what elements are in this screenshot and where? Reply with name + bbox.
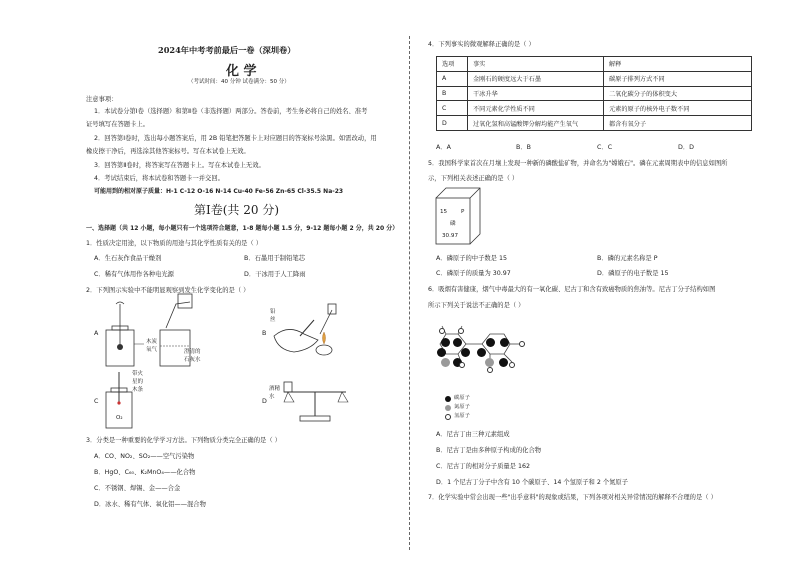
nitrogen-atom — [485, 358, 494, 367]
table-cell: 都含有氧分子 — [604, 116, 752, 131]
table-cell: 元素的原子的核外电子数不同 — [604, 101, 752, 116]
q2-charcoal-label: 木炭 — [146, 339, 158, 345]
carbon-atom — [486, 338, 495, 347]
carbon-atom — [499, 358, 508, 367]
table-header-row — [437, 57, 752, 72]
q6-option-a: A．尼古丁由三种元素组成 — [436, 431, 510, 438]
exam-meta: （考试时间：40 分钟 试卷满分：50 分） — [188, 79, 290, 85]
element-number: 15 — [440, 209, 448, 215]
q2-oxygen-label: 氧气 — [146, 347, 158, 353]
q1-stem: 1．性质决定用途，以下物质的用途与其化学性质有关的是（ ） — [86, 240, 263, 247]
q6-option-b: B．尼古丁是由多种原子构成的化合物 — [436, 447, 542, 454]
table-header-cell: 选项 — [437, 57, 468, 72]
q6-option-d: D．1 个尼古丁分子中含有 10 个碳原子、14 个氢原子和 2 个氮原子 — [436, 479, 629, 486]
hydrogen-atom — [509, 362, 515, 368]
q2-label-d: D — [262, 398, 267, 405]
q4-choice-d: D．D — [678, 144, 694, 151]
q6-stem: 6．吸烟有害健康，烟气中毒最大的有一氧化碳、尼古丁和含有致癌物质的焦油等。尼古丁分子结构如图 — [428, 286, 716, 293]
q2-o2-label: O₂ — [116, 415, 123, 421]
element-mass: 30.97 — [442, 233, 459, 239]
q3-option-c: C．不锈钢、焊锡、金——合金 — [94, 485, 181, 492]
section-title: 第Ⅰ卷(共 20 分) — [194, 203, 280, 217]
q6-stem: 所示下列关于说法不正确的是（ ） — [428, 302, 525, 309]
carbon-atom — [453, 338, 462, 347]
note-line: 4．考试结束后，将本试卷和答题卡一并交回。 — [94, 175, 224, 182]
q1-option-b: B．石墨用于制铅笔芯 — [244, 255, 305, 262]
column-divider — [409, 36, 410, 550]
q4-choice-a: A．A — [436, 144, 451, 151]
atomic-masses: 可能用到的相对原子质量：H-1 C-12 O-16 N-14 Cu-40 Fe-56 Zn-65 Cl-35.5 Na-23 — [94, 188, 344, 195]
table-cell: 碳原子排列方式不同 — [604, 71, 752, 86]
nitrogen-legend-icon — [445, 405, 451, 411]
legend-hydrogen: 氢原子 — [454, 413, 470, 419]
q7-stem: 7．化学实验中常会出现一些"出乎意料"的现象或结果，下列各项对相关异常情况的解释不合理的是（ ） — [428, 494, 717, 501]
note-line: 橡皮擦干净后，再选涂其他答案标号。写在本试卷上无效。 — [86, 148, 250, 155]
table-cell: 二氧化碳分子的体积变大 — [604, 86, 752, 101]
q4-facts-table — [436, 56, 752, 131]
table-row — [437, 86, 752, 101]
table-cell: A — [437, 71, 468, 86]
hydrogen-atom — [519, 341, 525, 347]
q2-figure-b — [270, 300, 350, 360]
exam-title: 2024年中考考前最后一卷（深圳卷） — [158, 45, 296, 55]
note-line: 证号填写在答题卡上。 — [86, 121, 149, 128]
table-cell: 金刚石的硬度远大于石墨 — [468, 71, 604, 86]
q4-choice-b: B．B — [516, 144, 531, 151]
q5-option-a: A．磷原子的中子数是 15 — [436, 255, 507, 262]
carbon-atom — [500, 338, 509, 347]
q5-stem: 5．我国科学家首次在月壤上发现一种新的磷酸盐矿物，并命名为"嫦娥石"。磷在元素周期表中的信息如图所 — [428, 160, 728, 167]
q3-option-b: B．HgO、C₆₀、K₂MnO₄——化合物 — [94, 469, 196, 476]
q1-option-c: C．稀有气体用作各种电光源 — [94, 271, 174, 278]
q3-stem: 3．分类是一种重要的化学学习方法。下列物质分类完全正确的是（ ） — [86, 437, 281, 444]
q2-figure-c — [100, 372, 160, 432]
q2-stem: 2．下列图示实验中不能明显观察到发生化学变化的是（ ） — [86, 287, 250, 294]
nitrogen-atom — [441, 358, 450, 367]
hydrogen-atom — [439, 328, 445, 334]
table-row — [437, 116, 752, 131]
q2-ember-label: 星的 — [132, 379, 144, 385]
q2-label-c: C — [94, 398, 99, 405]
q2-lead-label: 铅 — [270, 309, 276, 315]
q2-label-a: A — [94, 330, 99, 337]
table-row — [437, 101, 752, 116]
q3-option-a: A．CO、NO₂、SO₂——空气污染物 — [94, 453, 195, 460]
note-line: 2．回答第Ⅰ卷时，选出每小题答案后，用 2B 铅笔把答题卡上对应题目的答案标号涂黑。如需改动，用 — [94, 135, 377, 142]
note-line: 1．本试卷分第Ⅰ卷（选择题）和第Ⅱ卷（非选择题）两部分。答卷前，考生务必将自己的姓名、准考 — [94, 108, 368, 115]
q1-option-a: A．生石灰作食品干燥剂 — [94, 255, 162, 262]
notes-heading: 注意事项： — [86, 96, 118, 103]
table-cell: 不同元素化学性质不同 — [468, 101, 604, 116]
q5-stem: 示，下列相关表述正确的是（ ） — [428, 175, 519, 182]
q4-stem: 4．下列事实的微观解释正确的是（ ） — [428, 41, 535, 48]
carbon-atom — [461, 348, 470, 357]
q5-option-d: D．磷原子的电子数是 15 — [597, 270, 669, 277]
subject-title: 化 学 — [226, 64, 257, 79]
q5-option-c: C．磷原子的质量为 30.97 — [436, 270, 511, 277]
table-cell: 过氧化氢和高锰酸钾分解均能产生氧气 — [468, 116, 604, 131]
nicotine-molecule-bonds — [436, 320, 536, 390]
q2-ethanol-label: 酒精 — [269, 386, 281, 392]
element-name: 磷 — [450, 221, 456, 227]
hydrogen-atom — [459, 362, 465, 368]
table-header-cell: 解释 — [604, 57, 752, 72]
q1-option-d: D．干冰用于人工降雨 — [244, 271, 306, 278]
q2-lead-label: 丝 — [270, 317, 276, 323]
q2-limewater-label: 澄清的 — [184, 349, 201, 355]
section-intro: 一、选择题（共 12 小题，每小题只有一个选项符合题意，1-8 题每小题 1.5 分，9-12 题每小题 2 分，共 20 分） — [86, 225, 399, 232]
carbon-atom — [441, 338, 450, 347]
q3-option-d: D．冰水、稀有气体、氧化铝——混合物 — [94, 501, 206, 508]
table-header-cell: 事实 — [468, 57, 604, 72]
q2-ember-label: 木条 — [132, 387, 144, 393]
q2-figure-d — [276, 378, 356, 428]
table-row — [437, 71, 752, 86]
hydrogen-legend-icon — [445, 414, 451, 420]
q2-water-label: 水 — [269, 394, 275, 400]
hydrogen-atom — [487, 367, 493, 373]
carbon-legend-icon — [445, 396, 451, 402]
carbon-atom — [477, 348, 486, 357]
legend-carbon: 碳原子 — [454, 395, 470, 401]
q2-label-b: B — [262, 330, 267, 337]
legend-nitrogen: 氮原子 — [454, 404, 470, 410]
q6-option-c: C．尼古丁的相对分子质量是 162 — [436, 463, 530, 470]
element-symbol: P — [461, 209, 465, 215]
q2-limewater-label: 石灰水 — [184, 357, 201, 363]
table-cell: C — [437, 101, 468, 116]
note-line: 3．回答第Ⅱ卷时，将答案写在答题卡上。写在本试卷上无效。 — [94, 162, 265, 169]
table-cell: D — [437, 116, 468, 131]
table-cell: B — [437, 86, 468, 101]
q4-choice-c: C．C — [597, 144, 613, 151]
table-cell: 干冰升华 — [468, 86, 604, 101]
hydrogen-atom — [458, 328, 464, 334]
q2-ember-label: 带火 — [132, 371, 144, 377]
carbon-atom — [437, 348, 446, 357]
q5-option-b: B．磷的元素名称是 P — [597, 255, 658, 262]
